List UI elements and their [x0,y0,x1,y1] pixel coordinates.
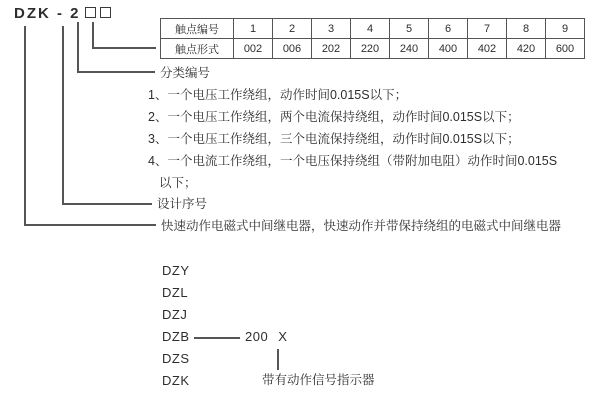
table-cell: 8 [507,19,546,39]
series-item-dzl: DZL [162,285,189,300]
classification-item-4: 4、一个电流工作绕组，一个电压保持绕组（带附加电阻）动作时间0.015S [148,154,558,168]
connector-line-relay-type-vertical [24,26,26,225]
connector-line-design-serial-horizontal [62,203,152,205]
connector-line-classification-vertical [77,22,79,72]
row-header-contact-form: 触点形式 [161,39,234,59]
table-cell: 240 [390,39,429,59]
series-item-dzy: DZY [162,263,190,278]
table-cell: 9 [546,19,585,39]
table-cell: 1 [234,19,273,39]
table-cell: 220 [351,39,390,59]
table-cell: 4 [351,19,390,39]
connector-line-classification-horizontal [77,71,155,73]
dzb-example-code: 200 X [245,329,288,344]
connector-line-relay-type-horizontal [24,224,156,226]
relay-description-label: 快速动作电磁式中间继电器，快速动作并带保持绕组的电磁式中间继电器 [161,219,562,233]
connector-line-indicator-vertical [277,349,279,370]
connector-line-contact-form-vertical [92,22,94,48]
table-cell: 006 [273,39,312,59]
series-item-dzj: DZJ [162,307,188,322]
table-cell: 5 [390,19,429,39]
classification-label: 分类编号 [160,66,211,80]
table-cell: 202 [312,39,351,59]
design-serial-label: 设计序号 [157,197,208,211]
table-cell: 420 [507,39,546,59]
row-header-contact-number: 触点编号 [161,19,234,39]
connector-line-design-serial-vertical [62,26,64,204]
classification-item-1: 1、一个电压工作绕组，动作时间0.015S以下； [148,88,408,102]
table-cell: 600 [546,39,585,59]
classification-item-3: 3、一个电压工作绕组，三个电流保持绕组，动作时间0.015S以下； [148,132,520,146]
table-row-contact-form [161,39,585,59]
model-code [14,5,111,22]
table-cell: 7 [468,19,507,39]
classification-item-4-wrap: 以下； [159,176,197,190]
model-code-text: DZK - 2 [14,5,81,22]
series-item-dzs: DZS [162,351,190,366]
table-cell: 002 [234,39,273,59]
classification-item-2: 2、一个电压工作绕组，两个电流保持绕组，动作时间0.015S以下； [148,110,520,124]
contact-form-table [160,18,585,59]
connector-line-dzb-example [194,337,240,339]
table-cell: 400 [429,39,468,59]
series-item-dzk: DZK [162,373,190,388]
connector-line-contact-form-horizontal [92,47,156,49]
table-row-contact-number [161,19,585,39]
table-cell: 6 [429,19,468,39]
table-cell: 3 [312,19,351,39]
classification-placeholder-box [85,7,96,18]
contact-form-placeholder-box [100,7,111,18]
series-item-dzb: DZB [162,329,190,344]
table-cell: 402 [468,39,507,59]
indicator-note-label: 带有动作信号指示器 [262,373,375,387]
table-cell: 2 [273,19,312,39]
